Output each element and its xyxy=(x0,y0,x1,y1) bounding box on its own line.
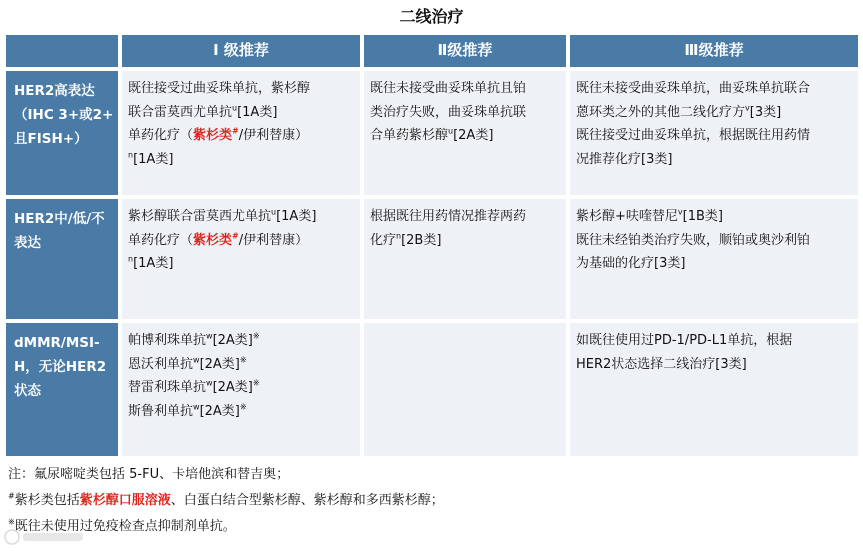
row-header-her2-high: HER2高表达 （IHC 3+或2+ 且FISH+） xyxy=(6,71,118,195)
table-cell-her2-mid-low-level-2: 根据既往用药情况推荐两药 化疗$^n$[2B类] xyxy=(364,199,566,319)
table-cell-her2-mid-low-level-3: 紫杉醇+呋喹替尼$^v$[1B类] 既往未经铂类治疗失败，顺铂或奥沙利铂 为基础的化疗[3类] xyxy=(570,199,858,319)
list-item: 帕博利珠单抗$^w$[2A类]※ xyxy=(128,331,260,348)
table-cell-dmmr-level-1 xyxy=(122,323,360,456)
table-cell-her2-high-level-2: 既往未接受曲妥珠单抗且铂 类治疗失败，曲妥珠单抗联 合单药紫杉醇$^u$[2A类] xyxy=(364,71,566,195)
column-header-level-2: Ⅱ级推荐 xyxy=(364,35,566,67)
table-cell-dmmr-level-3: 如既往使用过PD-1/PD-L1单抗，根据 HER2状态选择二线治疗[3类] xyxy=(570,323,858,456)
table-corner-cell xyxy=(6,35,118,67)
treatment-table xyxy=(6,35,858,456)
footnote-immunotherapy: ※既往未使用过免疫检查点抑制剂单抗。 xyxy=(8,517,236,534)
column-header-level-3: Ⅲ级推荐 xyxy=(570,35,858,67)
table-cell-dmmr-level-2 xyxy=(364,323,566,456)
highlight-oral-paclitaxel: 紫杉醇口服溶液 xyxy=(79,493,171,508)
list-item: 恩沃利单抗$^w$[2A类]※ xyxy=(128,355,247,372)
page-title: 二线治疗 xyxy=(399,7,464,26)
row-header-her2-mid-low: HER2中/低/不 表达 xyxy=(6,199,118,319)
watermark-logo-icon xyxy=(3,527,89,547)
highlight-taxane: 紫杉类 xyxy=(193,232,233,248)
table-cell-her2-high-level-1: 既往接受过曲妥珠单抗，紫杉醇 联合雷莫西尤单抗$^u$[1A类] 单药化疗（紫杉类#/伊利替康） $^n$[1A类] xyxy=(122,71,360,195)
footnotes xyxy=(8,462,858,540)
highlight-taxane: 紫杉类 xyxy=(193,128,233,143)
column-header-level-1: Ⅰ 级推荐 xyxy=(122,35,360,67)
list-item: 替雷利珠单抗$^w$[2A类]※ xyxy=(128,378,260,395)
footnote-taxane: #紫杉类包括紫杉醇口服溶液、白蛋白结合型紫杉醇、紫杉醇和多西紫杉醇； xyxy=(8,491,444,508)
list-item: 斯鲁利单抗$^w$[2A类]※ xyxy=(128,402,247,419)
footnote-fluoropyrimidine: 注：氟尿嘧啶类包括 5-FU、卡培他滨和替吉奥； xyxy=(8,467,290,482)
row-header-dmmr-msi-h: dMMR/MSI- H，无论HER2 状态 xyxy=(6,323,118,456)
table-cell-her2-high-level-3: 既往未接受曲妥珠单抗，曲妥珠单抗联合 蒽环类之外的其他二线化疗方$^v$[3类] 既往接受过曲妥珠单抗，根据既往用药情 况推荐化疗[3类] xyxy=(570,71,858,195)
table-cell-her2-mid-low-level-1: 紫杉醇联合雷莫西尤单抗$^u$[1A类] 单药化疗（紫杉类#/伊利替康） $^n$[1A类] xyxy=(122,199,360,319)
